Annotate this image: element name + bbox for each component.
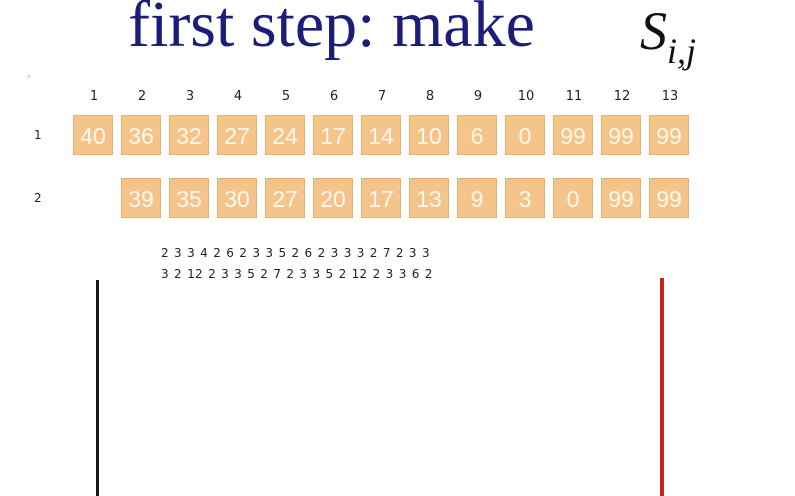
table-cell: 14 (361, 115, 401, 155)
column-label: 13 (661, 89, 679, 104)
column-label: 5 (281, 89, 291, 104)
table-cell: 99 (649, 115, 689, 155)
sequence-top-row: 2 3 3 4 2 6 2 3 3 5 2 6 2 3 3 3 2 7 2 3 3 (161, 246, 430, 260)
table-cell: 24 (265, 115, 305, 155)
column-label: 3 (185, 89, 195, 104)
table-cell: 99 (601, 178, 641, 218)
table-cell: 3 (505, 178, 545, 218)
table-cell: 36 (121, 115, 161, 155)
table-cell: 99 (601, 115, 641, 155)
column-label: 10 (517, 89, 535, 104)
table-cell: 13 (409, 178, 449, 218)
math-symbol-letter: S (640, 1, 667, 61)
column-label: 8 (425, 89, 435, 104)
table-cell: 20 (313, 178, 353, 218)
table-cell: 6 (457, 115, 497, 155)
column-label: 6 (329, 89, 339, 104)
table-cell: 17 (313, 115, 353, 155)
row-label: 1 (34, 128, 42, 142)
table-cell: 9 (457, 178, 497, 218)
column-label: 9 (473, 89, 483, 104)
table-cell: 99 (553, 115, 593, 155)
column-label: 4 (233, 89, 243, 104)
math-symbol (640, 1, 697, 71)
sequence-bottom-row: 3 2 12 2 3 3 5 2 7 2 3 3 5 2 12 2 3 3 6 2 (161, 267, 433, 281)
table-cell: 35 (169, 178, 209, 218)
table-cell: 99 (649, 178, 689, 218)
crosshair-icon: + (26, 72, 32, 83)
table-cell: 0 (553, 178, 593, 218)
table-cell: 30 (217, 178, 257, 218)
table-cell: 39 (121, 178, 161, 218)
table-cell: 0 (505, 115, 545, 155)
row-label: 2 (34, 191, 42, 205)
slide-title: first step: make (128, 0, 535, 61)
column-label: 7 (377, 89, 387, 104)
math-symbol-subscript: i,j (667, 31, 697, 71)
right-marker-line (660, 278, 664, 496)
column-label: 12 (613, 89, 631, 104)
table-cell: 17 (361, 178, 401, 218)
table-cell: 10 (409, 115, 449, 155)
left-marker-line (96, 280, 99, 496)
table-cell: 27 (265, 178, 305, 218)
table-cell: 27 (217, 115, 257, 155)
table-cell: 32 (169, 115, 209, 155)
table-cell: 40 (73, 115, 113, 155)
column-label: 11 (565, 89, 583, 104)
column-label: 1 (89, 89, 99, 104)
column-label: 2 (137, 89, 147, 104)
